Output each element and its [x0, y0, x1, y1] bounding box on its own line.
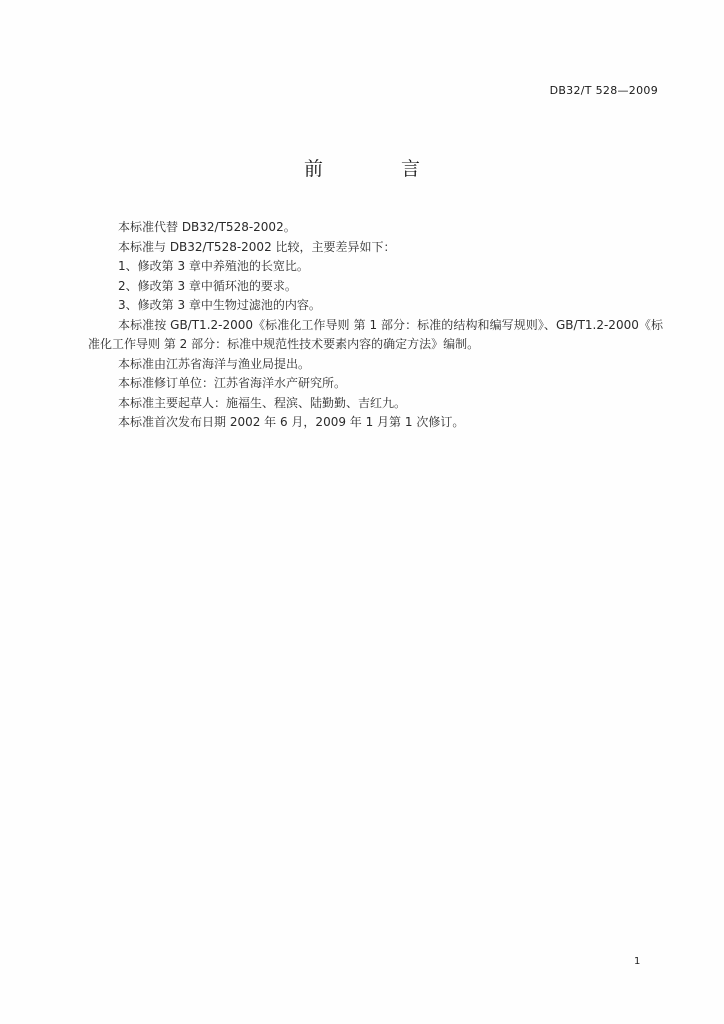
paragraph-drafting-rules: 本标准按 GB/T1.2-2000《标准化工作导则 第 1 部分：标准的结构和编写规则》、GB/T1.2-2000《标准化工作导则 第 2 部分：标准中规范性技术要素内容的确定方法》编制。: [88, 317, 663, 351]
page-title: 前 言: [303, 158, 457, 180]
paragraph-replaces: 本标准代替 DB32/T528-2002。: [118, 220, 296, 234]
paragraph-main-drafters: 本标准主要起草人：施福生、程滨、陆勤勤、吉红九。: [118, 395, 407, 410]
foreword-body: [88, 218, 663, 433]
paragraph-revising-unit: 本标准修订单位：江苏省海洋水产研究所。: [118, 376, 347, 390]
list-item-difference-2: 2、修改第 3 章中循环池的要求。: [118, 278, 297, 293]
paragraph-release-history: 本标准首次发布日期 2002 年 6 月，2009 年 1 月第 1 次修订。: [118, 415, 465, 429]
list-item-difference-1: 1、修改第 3 章中养殖池的长宽比。: [118, 259, 309, 273]
page-number: 1: [634, 956, 641, 967]
paragraph-proposed-by: 本标准由江苏省海洋与渔业局提出。: [118, 356, 311, 371]
paragraph-differences-intro: 本标准与 DB32/T528-2002 比较，主要差异如下：: [118, 239, 396, 254]
standard-code: DB32/T 528—2009: [549, 84, 658, 97]
list-item-difference-3: 3、修改第 3 章中生物过滤池的内容。: [118, 298, 321, 312]
